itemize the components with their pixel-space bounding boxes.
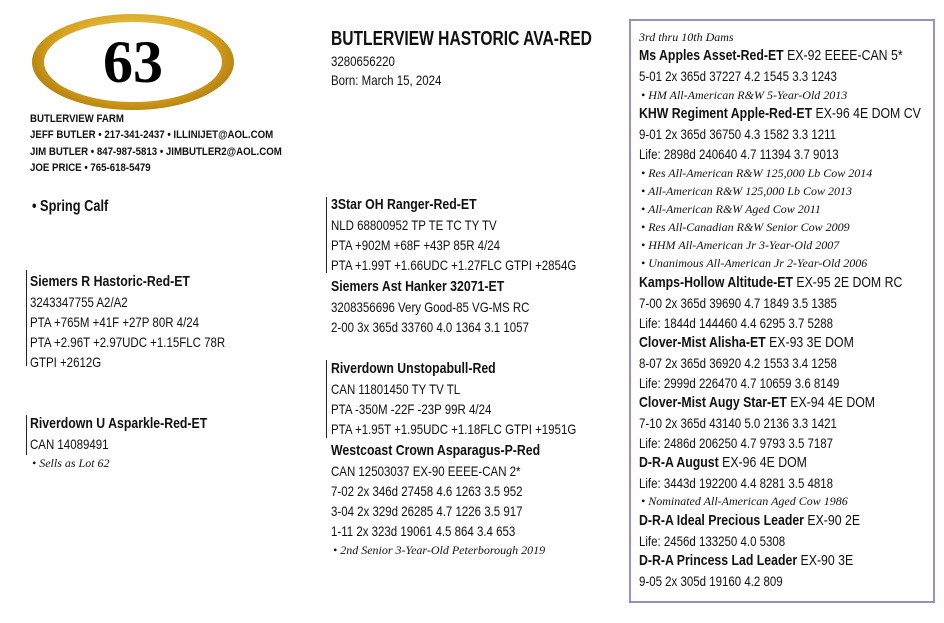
- farm-name: BUTLERVIEW FARM: [30, 113, 124, 125]
- animal-class: • Spring Calf: [32, 198, 109, 215]
- sire-dam-line: 2-00 3x 365d 33760 4.0 1364 3.1 1057: [331, 319, 529, 335]
- dam6-life: Life: 2999d 226470 4.7 10659 3.6 8149: [639, 375, 840, 391]
- contact-jeff: JEFF BUTLER • 217-341-2437 • ILLINIJET@AOL.COM: [30, 129, 274, 141]
- dam5-record: 7-00 2x 365d 39690 4.7 1849 3.5 1385: [639, 295, 837, 311]
- dam-sire-line: CAN 11801450 TY TV TL: [331, 381, 461, 397]
- dam-dam-note: • 2nd Senior 3-Year-Old Peterborough 2019: [333, 543, 546, 557]
- dam9-header: [639, 512, 860, 529]
- sire-dam-name: Siemers Ast Hanker 32071-ET: [331, 278, 505, 295]
- dam-dam-line: CAN 12503037 EX-90 EEEE-CAN 2*: [331, 463, 521, 479]
- sire-sire-line: NLD 68800952 TP TE TC TY TV: [331, 217, 497, 233]
- dam5-name: Kamps-Hollow Altitude-ET: [639, 274, 793, 291]
- animal-born: Born: March 15, 2024: [331, 72, 442, 88]
- dam-reg: CAN 14089491: [30, 436, 109, 452]
- dam7-life: Life: 2486d 206250 4.7 9793 3.5 7187: [639, 435, 834, 451]
- dam6-name: Clover-Mist Alisha-ET: [639, 334, 766, 351]
- dam8-header: [639, 454, 807, 471]
- dam4-note: • HHM All-American Jr 3-Year-Old 2007: [641, 238, 840, 252]
- contact-joe: JOE PRICE • 765-618-5479: [30, 162, 151, 174]
- dam-bracket: [26, 415, 27, 455]
- dam4-header: [639, 105, 921, 122]
- dam7-header: [639, 394, 875, 411]
- dam4-note: • Unanimous All-American Jr 2-Year-Old 2006: [641, 256, 868, 270]
- dam-dam-line: 7-02 2x 346d 27458 4.6 1263 3.5 952: [331, 483, 523, 499]
- dam10-class: EX-90 3E: [797, 552, 854, 569]
- sire-line: GTPI +2612G: [30, 354, 102, 370]
- dam9-class: EX-90 2E: [803, 512, 861, 529]
- dam4-note: • All-American R&W 125,000 Lb Cow 2013: [641, 184, 852, 198]
- sire-sire-bracket: [326, 197, 327, 273]
- sire-dam-line: 3208356696 Very Good-85 VG-MS RC: [331, 299, 530, 315]
- sire-sire-line: PTA +1.99T +1.66UDC +1.27FLC GTPI +2854G: [331, 257, 577, 273]
- sire-line: PTA +765M +41F +27P 80R 4/24: [30, 314, 200, 330]
- dam7-record: 7-10 2x 365d 43140 5.0 2136 3.3 1421: [639, 415, 837, 431]
- dam6-header: [639, 334, 854, 351]
- dam-note: • Sells as Lot 62: [32, 456, 110, 470]
- dam10-record: 9-05 2x 305d 19160 4.2 809: [639, 573, 783, 589]
- dam4-record: 9-01 2x 365d 36750 4.3 1582 3.3 1211: [639, 126, 837, 142]
- dam-sire-bracket: [326, 360, 327, 438]
- sire-bracket: [26, 270, 27, 366]
- dam-dam-line: 1-11 2x 323d 19061 4.5 864 3.4 653: [331, 523, 516, 539]
- dam10-header: [639, 552, 853, 569]
- sire-line: 3243347755 A2/A2: [30, 294, 128, 310]
- dam6-record: 8-07 2x 365d 36920 4.2 1553 3.4 1258: [639, 355, 837, 371]
- dam9-life: Life: 2456d 133250 4.0 5308: [639, 533, 786, 549]
- dam3-class: EX-92 EEEE-CAN 5*: [783, 47, 903, 64]
- dam-dam-name: Westcoast Crown Asparagus-P-Red: [331, 442, 541, 459]
- animal-reg: 3280656220: [331, 53, 395, 69]
- dam8-class: EX-96 4E DOM: [718, 454, 807, 471]
- sire-name: Siemers R Hastoric-Red-ET: [30, 273, 190, 290]
- dam4-class: EX-96 4E DOM CV: [812, 105, 921, 122]
- dam3-name: Ms Apples Asset-Red-ET: [639, 47, 784, 64]
- dam4-note: • Res All-Canadian R&W Senior Cow 2009: [641, 220, 850, 234]
- dam3-header: [639, 47, 903, 64]
- dam6-class: EX-93 3E DOM: [765, 334, 854, 351]
- dam9-name: D-R-A Ideal Precious Leader: [639, 512, 804, 529]
- dam4-note: • Res All-American R&W 125,000 Lb Cow 2014: [641, 166, 873, 180]
- sire-sire-name: 3Star OH Ranger-Red-ET: [331, 196, 477, 213]
- dam4-name: KHW Regiment Apple-Red-ET: [639, 105, 813, 122]
- dam-sire-line: PTA +1.95T +1.95UDC +1.18FLC GTPI +1951G: [331, 421, 577, 437]
- contact-jim: JIM BUTLER • 847-987-5813 • JIMBUTLER2@AOL.COM: [30, 146, 282, 158]
- dam-name: Riverdown U Asparkle-Red-ET: [30, 415, 208, 432]
- dam8-name: D-R-A August: [639, 454, 719, 471]
- dam7-name: Clover-Mist Augy Star-ET: [639, 394, 787, 411]
- dam3-note: • HM All-American R&W 5-Year-Old 2013: [641, 88, 848, 102]
- dam7-class: EX-94 4E DOM: [786, 394, 876, 411]
- dam5-header: [639, 274, 902, 291]
- dam-sire-line: PTA -350M -22F -23P 99R 4/24: [331, 401, 492, 417]
- dam-dam-line: 3-04 2x 329d 26285 4.7 1226 3.5 917: [331, 503, 523, 519]
- dam5-life: Life: 1844d 144460 4.4 6295 3.7 5288: [639, 315, 834, 331]
- sire-line: PTA +2.96T +2.97UDC +1.15FLC 78R: [30, 334, 226, 350]
- dam8-note: • Nominated All-American Aged Cow 1986: [641, 494, 848, 508]
- animal-name: BUTLERVIEW HASTORIC AVA-RED: [331, 28, 592, 50]
- dam5-class: EX-95 2E DOM RC: [792, 274, 903, 291]
- dam4-note: • All-American R&W Aged Cow 2011: [641, 202, 821, 216]
- dam10-name: D-R-A Princess Lad Leader: [639, 552, 798, 569]
- dam4-life: Life: 2898d 240640 4.7 11394 3.7 9013: [639, 146, 839, 162]
- dam3-record: 5-01 2x 365d 37227 4.2 1545 3.3 1243: [639, 68, 837, 84]
- dam-sire-name: Riverdown Unstopabull-Red: [331, 360, 496, 377]
- dams-box-heading: 3rd thru 10th Dams: [639, 30, 734, 44]
- lot-number: 63: [103, 28, 163, 95]
- sire-sire-line: PTA +902M +68F +43P 85R 4/24: [331, 237, 501, 253]
- dam8-life: Life: 3443d 192200 4.4 8281 3.5 4818: [639, 475, 834, 491]
